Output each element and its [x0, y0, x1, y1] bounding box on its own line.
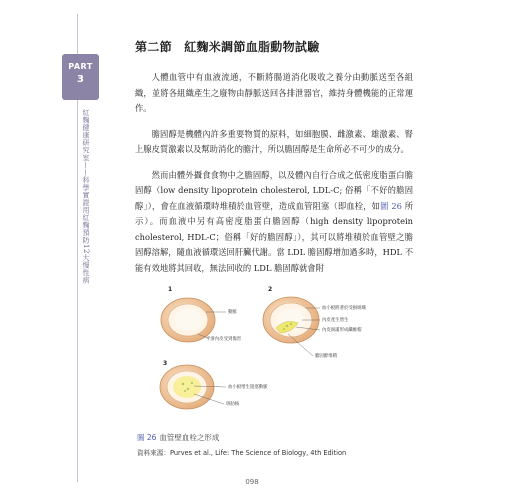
figure-step-3: 3: [163, 360, 168, 367]
part-label: PART: [68, 62, 93, 71]
label-fibrous-cap: 內皮洞滿形成纖維帽: [322, 328, 362, 333]
paragraph-3-part-b: 所示）。而血液中另有高密度脂蛋白膽固醇（high density lipoprotein cholesterol, HDL-C；俗稱「好的膽固醇」），其可以將堆積於血管壁之膽固醇溶解，隨血液循環送回肝臟代謝。當 LDL 膽固醇增加過多時，HDL 不能有效地將其回收，無法回收的 LDL 膽固醇就會附: [135, 200, 414, 273]
label-platelet-clot: 血小板增生阻塞動脈: [228, 385, 268, 390]
figure-caption: [137, 432, 407, 457]
part-number: 3: [77, 74, 84, 85]
figure-reference: 圖 26: [380, 200, 402, 211]
label-platelets-adhere: 血小板附著於受損組織: [322, 306, 366, 311]
label-plaque: 斑肋核: [226, 402, 240, 407]
caption-title-line: [137, 432, 407, 443]
label-smooth-intima: 平滑內皮受到傷害: [206, 337, 242, 342]
vessel-3: [160, 365, 214, 409]
section-title: 第二節 紅麴米調節血脂動物試驗: [135, 40, 320, 54]
page-number: 098: [245, 478, 259, 486]
paragraph-3: [135, 168, 413, 277]
caption-title: 血管壁血栓之形成: [159, 433, 220, 442]
figure-step-2: 2: [268, 286, 273, 293]
paragraph-1: 人體血管中有血液流通，不斷將腸道消化吸收之養分由動脈送至各組織，並將各組織產生之廢物由靜脈送回各排泄器官，維持身體機能的正常運作。: [135, 72, 413, 113]
main-content: [135, 38, 413, 286]
caption-figure-number: 圖 26: [137, 433, 157, 442]
label-intima-growth: 內皮產生增生: [322, 318, 349, 323]
caption-source: 資料來源：Purves et al., Life: The Science of Biology, 4th Edition: [137, 449, 347, 457]
label-artery: 動脈: [228, 310, 237, 315]
label-cholesterol-deposit: 膽固醇堆積: [315, 354, 337, 359]
paragraph-2: 膽固醇是機體內許多重要物質的原料，如細胞膜、雌激素、雄激素、腎上腺皮質激素以及幫助消化的膽汁，所以膽固醇是生命所必不可少的成分。: [135, 128, 413, 154]
book-title-vertical: 紅麴健康研究室——科學實證用紅麴預防12大慢性病: [82, 109, 90, 284]
part-tab: [62, 54, 99, 100]
sidebar: [60, 14, 100, 482]
paragraph-3-part-a: 然而由體外攝食食物中之膽固醇，以及體內自行合成之低密度脂蛋白膽固醇（low density lipoprotein cholesterol, LDL-C; 俗稱「不好的膽固醇」），會在血液循環時堆積於血管壁，造成血管阻塞（即血栓，如: [135, 169, 413, 211]
figure-step-1: 1: [168, 286, 173, 293]
figure-26: [148, 286, 398, 418]
